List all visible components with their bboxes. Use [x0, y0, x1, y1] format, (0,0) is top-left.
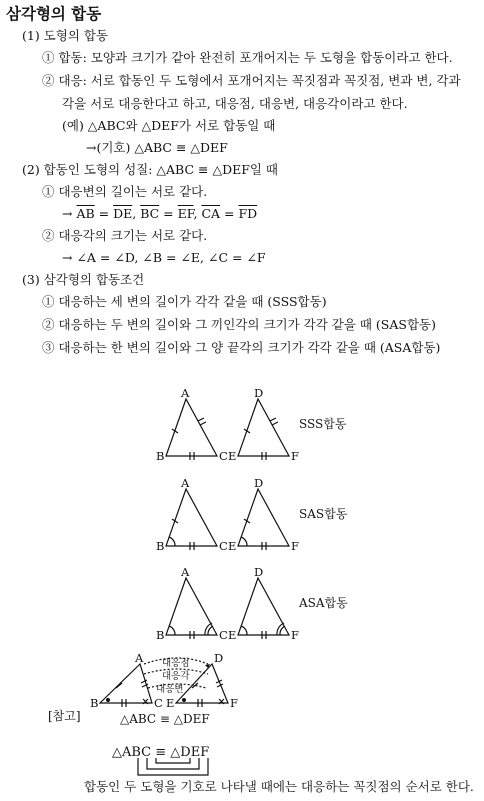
section-1-heading: (1) 도형의 합동	[22, 28, 109, 43]
s2-item-1: ① 대응변의 길이는 서로 같다.	[42, 184, 208, 199]
s3-item-3: ③ 대응하는 한 변의 길이와 그 양 끝각의 크기가 각각 같을 때 (ASA합동)	[42, 340, 441, 355]
vertex-d: D	[254, 565, 264, 579]
s3-item-2: ② 대응하는 두 변의 길이와 그 끼인각의 크기가 각각 같을 때 (SAS합동)	[42, 317, 436, 332]
side-ef: $\overline{EF}$	[177, 206, 194, 221]
vertex-a: A	[181, 386, 190, 400]
vertex-f: F	[291, 539, 299, 553]
s1-item-1: ① 합동: 모양과 크기가 같아 완전히 포개어지는 두 도형을 합동이라고 한다.	[42, 50, 453, 65]
s1-example-line-2: →(기호) △ABC ≡ △DEF	[86, 140, 228, 155]
arrow: →	[62, 206, 73, 221]
side-ab: $\overline{AB}$	[76, 206, 95, 221]
sas-label: SAS합동	[299, 507, 348, 521]
vertex-f: F	[291, 628, 299, 642]
s1-item-2-line-2: 각을 서로 대응한다고 하고, 대응점, 대응변, 대응각이라고 한다.	[62, 96, 408, 111]
sss-label: SSS합동	[299, 417, 347, 431]
vertex-c: C	[219, 449, 228, 463]
vertex-b: B	[90, 696, 99, 710]
vertex-c: C	[154, 696, 163, 710]
vertex-b: B	[156, 628, 165, 642]
corresponding-point-label: 대응점	[162, 658, 190, 669]
vertex-a: A	[135, 651, 144, 665]
side-ca: $\overline{CA}$	[201, 206, 221, 221]
section-2-heading: (2) 합동인 도형의 성질: △ABC ≡ △DEF일 때	[22, 162, 279, 177]
vertex-e: E	[228, 449, 237, 463]
vertex-a: A	[181, 476, 190, 490]
note-label: [참고]	[48, 709, 81, 723]
corresponding-angle-label: 대응각	[162, 671, 190, 682]
corresponding-sides-line: → $\overline{AB} = \overline{DE}$, $\overline{BC} = \overline{EF}$, $\overline{CA} = \overline{FD}$	[62, 206, 258, 221]
section-3-heading: (3) 삼각형의 합동조건	[22, 272, 145, 287]
s2-item-2: ② 대응각의 크기는 서로 같다.	[42, 228, 208, 243]
notation-example: △ABC ≡ △DEF	[112, 745, 210, 760]
asa-label: ASA합동	[299, 596, 348, 610]
vertex-c: C	[219, 628, 228, 642]
vertex-c: C	[219, 539, 228, 553]
vertex-d: D	[214, 651, 224, 665]
vertex-d: D	[254, 386, 264, 400]
angle-dot-e	[182, 698, 186, 702]
vertex-e: E	[166, 696, 175, 710]
vertex-f: F	[230, 696, 238, 710]
corresponding-angles-line: → ∠A = ∠D, ∠B = ∠E, ∠C = ∠F	[62, 250, 266, 265]
side-de: $\overline{DE}$	[113, 206, 133, 221]
angle-dot-b	[106, 698, 110, 702]
s3-item-1: ① 대응하는 세 변의 길이가 각각 같을 때 (SSS합동)	[42, 294, 327, 309]
s1-example-line-1: (예) △ABC와 △DEF가 서로 합동일 때	[62, 118, 276, 133]
vertex-e: E	[228, 539, 237, 553]
s1-item-2-line-1: ② 대응: 서로 합동인 두 도형에서 포개어지는 꼭짓점과 꼭짓점, 변과 변, 각과	[42, 73, 461, 88]
vertex-e: E	[228, 628, 237, 642]
notation-footer: 합동인 두 도형을 기호로 나타낼 때에는 대응하는 꼭짓점의 순서로 한다.	[84, 779, 474, 794]
side-fd: $\overline{FD}$	[238, 206, 258, 221]
side-bc: $\overline{BC}$	[140, 206, 160, 221]
vertex-f: F	[291, 449, 299, 463]
vertex-b: B	[156, 539, 165, 553]
congruence-statement: △ABC ≡ △DEF	[120, 712, 210, 726]
vertex-b: B	[156, 449, 165, 463]
vertex-a: A	[181, 565, 190, 579]
notation-brackets	[138, 758, 208, 775]
vertex-d: D	[254, 476, 264, 490]
corresponding-side-label: 대응변	[156, 684, 184, 695]
page-title: 삼각형의 합동	[6, 5, 102, 23]
